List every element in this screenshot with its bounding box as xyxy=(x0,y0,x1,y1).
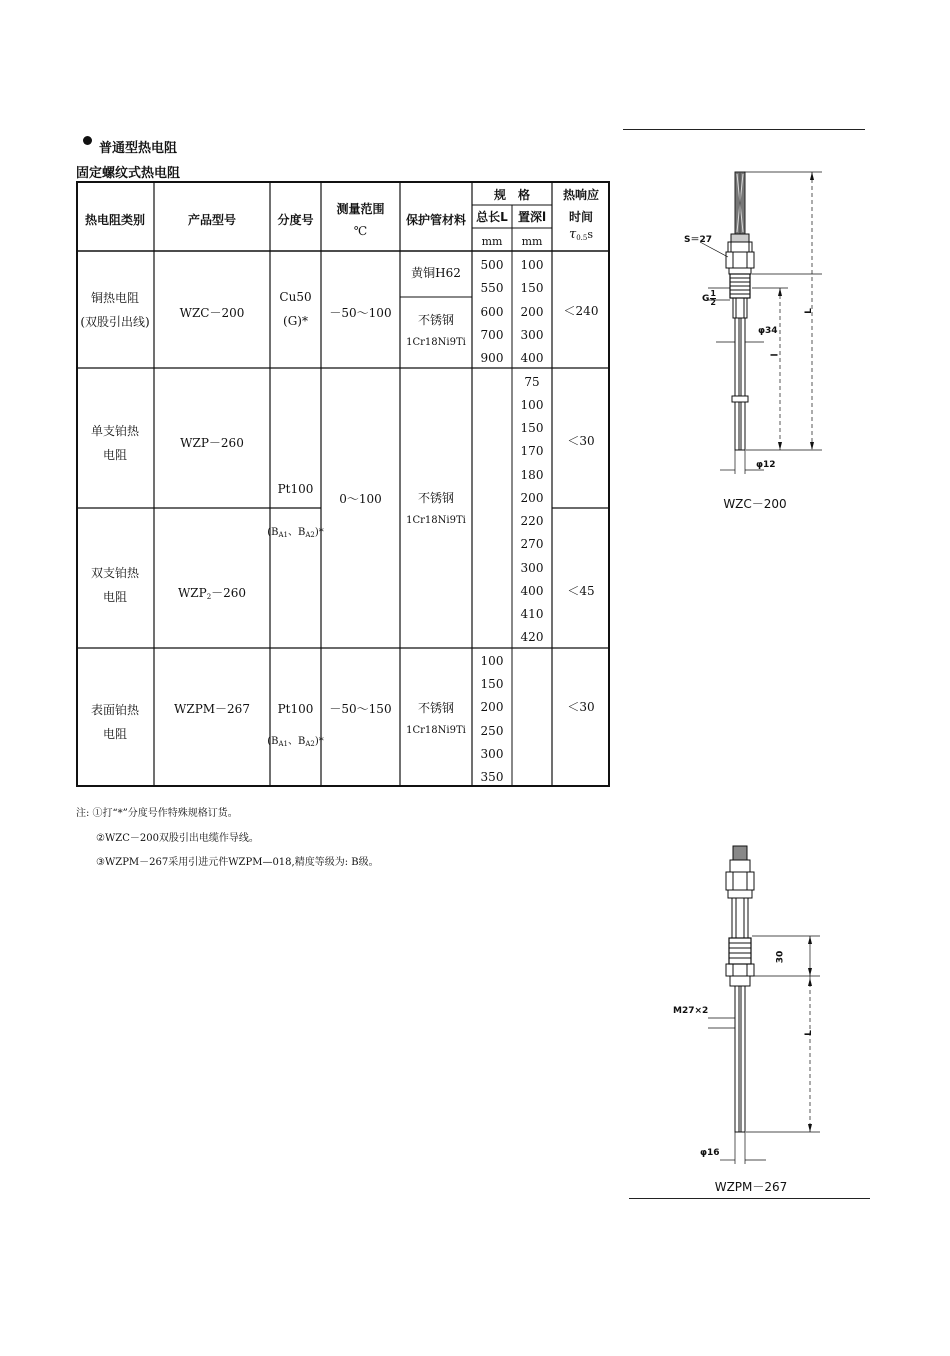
row2-response: ＜30 xyxy=(567,434,595,448)
row4-model: WZPM－267 xyxy=(174,702,250,716)
row4-response: ＜30 xyxy=(567,700,595,714)
tau-symbol: τ xyxy=(569,227,577,242)
header-tau xyxy=(552,228,610,242)
pt-depth-9: 300 xyxy=(520,561,544,575)
pt-material-line2: 1Cr18Ni9Ti xyxy=(406,515,466,526)
row4-category-line2: 电阻 xyxy=(102,727,127,741)
pt-depth-3: 150 xyxy=(520,421,544,435)
note-2: ②WZC－200双股引出电缆作导线。 xyxy=(96,833,259,844)
pt-grad-c: )* xyxy=(314,527,324,538)
row2-category-line2: 电阻 xyxy=(102,448,127,462)
row1-range: －50～100 xyxy=(329,306,392,320)
wzc200-caption: WZC－200 xyxy=(723,497,787,511)
row3-category-line2: 电阻 xyxy=(102,590,127,604)
pt-depth-10: 400 xyxy=(520,584,544,598)
row4-range: －50～150 xyxy=(329,702,392,716)
section-title: 普通型热电阻 xyxy=(99,141,178,156)
wzpm267-label-30: 30 xyxy=(775,950,786,964)
row4-grad-a: (B xyxy=(267,736,279,747)
wzc200-g-num: 1 xyxy=(710,289,716,298)
row1-material-b-line2: 1Cr18Ni9Ti xyxy=(406,337,466,348)
wzc200-label-L: L xyxy=(803,308,814,314)
pt-grad-a: (B xyxy=(267,527,279,538)
row4-category-line1: 表面铂热 xyxy=(90,703,139,717)
note-3: ③WZPM－267采用引进元件WZPM—018,精度等级为: B级。 xyxy=(96,857,379,868)
row1-length-4: 700 xyxy=(480,328,504,342)
wzc200-g-fraction xyxy=(710,290,716,307)
row3-model-prefix: WZP xyxy=(177,586,207,600)
tau-unit: s xyxy=(587,228,593,241)
pt-grad-b: 、B xyxy=(287,527,306,538)
row1-category-line1: 铜热电阻 xyxy=(90,291,139,305)
row4-grad-c: )* xyxy=(314,736,324,747)
row4-length-4: 250 xyxy=(480,724,504,738)
note-1: 注: ①打“*”分度号作特殊规格订货。 xyxy=(76,808,238,819)
wzc200-label-l: l xyxy=(770,353,781,357)
header-graduation: 分度号 xyxy=(277,213,314,227)
header-response-time: 时间 xyxy=(568,210,593,224)
row1-depth-1: 100 xyxy=(520,258,544,272)
row2-category-line1: 单支铂热 xyxy=(90,424,139,438)
row1-length-2: 550 xyxy=(480,281,504,295)
row1-depth-3: 200 xyxy=(520,305,544,319)
row1-graduation-line2: (G)* xyxy=(283,314,308,328)
spec-table xyxy=(76,181,610,787)
row1-depth-5: 400 xyxy=(520,351,544,365)
subsection-title: 固定螺纹式热电阻 xyxy=(76,166,181,181)
tau-subscript: 0.5 xyxy=(576,234,588,242)
row1-depth-2: 150 xyxy=(520,281,544,295)
row4-material-line1: 不锈钢 xyxy=(417,701,454,715)
header-range-unit: ℃ xyxy=(353,224,368,238)
row1-depth-4: 300 xyxy=(520,328,544,342)
row3-model xyxy=(154,587,270,601)
top-right-rule xyxy=(623,129,865,130)
pt-depth-12: 420 xyxy=(520,630,544,644)
row3-model-sub: 2 xyxy=(206,593,212,601)
section-bullet xyxy=(83,136,92,145)
header-spec: 规 格 xyxy=(493,188,530,202)
header-length-unit: mm xyxy=(481,235,503,248)
header-model: 产品型号 xyxy=(187,213,236,227)
wzpm267-label-L: L xyxy=(803,1030,814,1036)
pt-grad-sub2: A2 xyxy=(305,531,315,539)
row1-material-b-line1: 不锈钢 xyxy=(417,313,454,327)
row4-grad-sub1: A1 xyxy=(278,740,288,748)
row4-grad-b: 、B xyxy=(287,736,306,747)
pt-depth-1: 75 xyxy=(524,375,540,389)
row2-model: WZP－260 xyxy=(180,436,244,450)
row1-category-line2: (双股引出线) xyxy=(80,315,150,329)
row4-grad-sub2: A2 xyxy=(305,740,315,748)
wzc200-g-den: 2 xyxy=(710,298,716,307)
header-material: 保护管材料 xyxy=(405,213,466,227)
row4-length-5: 300 xyxy=(480,747,504,761)
row1-length-5: 900 xyxy=(480,351,504,365)
wzc200-label-s: S＝27 xyxy=(684,235,713,245)
wzc200-label-d12: φ12 xyxy=(756,460,776,470)
row3-response: ＜45 xyxy=(567,584,595,598)
header-depth: 置深l xyxy=(517,210,547,224)
row4-graduation-line2 xyxy=(266,737,325,748)
wzpm267-label-d16: φ16 xyxy=(700,1148,720,1158)
row1-graduation-line1: Cu50 xyxy=(279,290,312,304)
header-category: 热电阻类别 xyxy=(84,213,145,227)
bottom-right-rule xyxy=(629,1198,870,1199)
header-length: 总长L xyxy=(476,210,508,224)
pt-graduation-line1: Pt100 xyxy=(277,482,314,496)
pt-range: 0～100 xyxy=(339,492,382,506)
row4-length-1: 100 xyxy=(480,654,504,668)
header-response: 热响应 xyxy=(562,188,599,202)
row4-material-line2: 1Cr18Ni9Ti xyxy=(406,725,466,736)
row4-length-6: 350 xyxy=(480,770,504,784)
row4-length-3: 200 xyxy=(480,700,504,714)
wzpm267-label-m: M27×2 xyxy=(673,1006,709,1016)
pt-depth-8: 270 xyxy=(520,537,544,551)
row1-length-3: 600 xyxy=(480,305,504,319)
pt-depth-5: 180 xyxy=(520,468,544,482)
header-range: 测量范围 xyxy=(336,202,385,216)
pt-depth-2: 100 xyxy=(520,398,544,412)
wzc200-g-letter: G xyxy=(702,294,710,304)
row1-length-1: 500 xyxy=(480,258,504,272)
row4-graduation-line1: Pt100 xyxy=(277,702,314,716)
pt-depth-4: 170 xyxy=(520,444,544,458)
wzc200-label-d34: φ34 xyxy=(758,326,778,336)
pt-grad-sub1: A1 xyxy=(278,531,288,539)
row3-category-line1: 双支铂热 xyxy=(90,566,139,580)
wzc200-label-g xyxy=(702,290,716,307)
pt-depth-11: 410 xyxy=(520,607,544,621)
header-depth-unit: mm xyxy=(521,235,543,248)
pt-graduation-line2 xyxy=(266,528,325,539)
row3-model-suffix: －260 xyxy=(211,586,247,600)
pt-depth-7: 220 xyxy=(520,514,544,528)
row1-model: WZC－200 xyxy=(179,306,245,320)
row1-response: ＜240 xyxy=(563,304,599,318)
row4-length-2: 150 xyxy=(480,677,504,691)
pt-material-line1: 不锈钢 xyxy=(417,491,454,505)
wzpm267-caption: WZPM－267 xyxy=(714,1180,788,1194)
wzpm267-drawing xyxy=(640,838,880,1168)
row1-material-a: 黄铜H62 xyxy=(411,266,461,280)
pt-depth-6: 200 xyxy=(520,491,544,505)
